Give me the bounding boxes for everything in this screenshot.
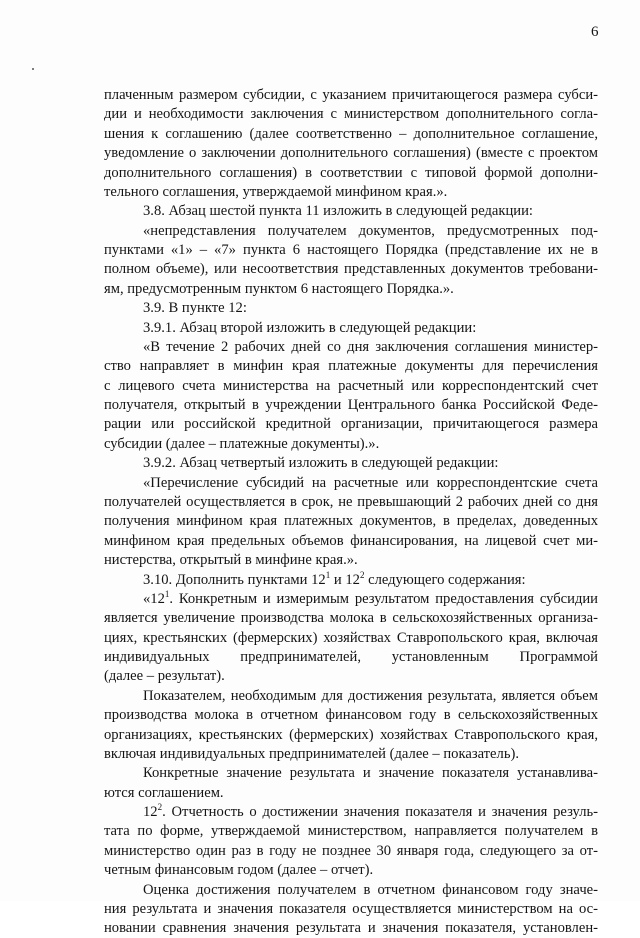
text-line: дии и необходимости заключения с министерством дополнительного согла-	[104, 106, 598, 123]
page-number: 6	[591, 24, 599, 40]
text-line: 3.9.2. Абзац четвертый изложить в следующей редакции:	[143, 455, 499, 472]
text-line: $12^2$. Отчетность о достижении значения показателя и значения резуль-	[143, 802, 598, 821]
text-line: с лицевого счета министерства на расчетный или корреспондентский счет	[104, 377, 598, 394]
text-line: получателей осуществляется в срок, не превышающий 2 рабочих дней со дня	[104, 493, 598, 510]
text-line: Оценка достижения получателем в отчетном финансовом году значе-	[143, 881, 598, 898]
text-line: Показателем, необходимым для достижения результата, является объем	[143, 687, 598, 704]
text-line: ются соглашением.	[104, 784, 224, 801]
text-line: «$12^1$. Конкретным и измеримым результатом предоставления субсидии	[143, 588, 598, 607]
text-line: получателя, открытый в учреждении Центрального банка Российской Феде-	[104, 397, 598, 414]
text-line: индивидуальных предпринимателей, установленным Программой	[104, 649, 598, 666]
text-line: «непредставления получателем документов, предусмотренных под-	[143, 222, 598, 239]
text-line: производства молока в отчетном финансовом году в сельскохозяйственных	[104, 707, 598, 724]
text-line: (далее – результат).	[104, 668, 225, 685]
text-line: ство направляет в минфин края платежные документы для перечисления	[104, 358, 598, 375]
text-line: 3.8. Абзац шестой пункта 11 изложить в следующей редакции:	[143, 203, 533, 220]
text-line: 3.9. В пункте 12:	[143, 300, 247, 317]
text-line: плаченным размером субсидии, с указанием причитающегося размера субси-	[104, 87, 598, 103]
text-line: полном объеме), или несоответствия представленных документов требовани-	[104, 261, 598, 278]
text-line: включая индивидуальных предпринимателей (далее – показатель).	[104, 745, 519, 762]
text-line: получения минфином края платежных документов, в пределах, доведенных	[104, 513, 598, 530]
text-line: 3.10. Дополнить пунктами $12^1$ и $12^2$ следующего содержания:	[143, 569, 526, 588]
text-line: организациях, крестьянских (фермерских) хозяйствах Ставропольского края,	[104, 726, 598, 743]
text-line: шения к соглашению (далее соответственно – дополнительное соглашение,	[104, 125, 598, 142]
text-line: 3.9.1. Абзац второй изложить в следующей редакции:	[143, 319, 477, 336]
text-line: пунктами «1» – «7» пункта 6 настоящего Порядка (представление их не в	[104, 242, 598, 259]
text-line: дополнительного соглашения) в соответствии с типовой формой дополни-	[104, 164, 598, 181]
text-line: рации или российской кредитной организации, причитающегося размера	[104, 416, 598, 433]
text-line: «Перечисление субсидий на расчетные или корреспондентские счета	[143, 474, 598, 491]
text-line: четным финансовым годом (далее – отчет).	[104, 862, 374, 879]
text-line: является увеличение производства молока в сельскохозяйственных организа-	[104, 610, 598, 627]
text-line: субсидии (далее – платежные документы).».	[104, 435, 380, 452]
text-line: новании сравнения значения результата и значения показателя, установлен-	[104, 920, 598, 937]
text-line: уведомление о заключении дополнительного соглашения) (вместе с проектом	[104, 145, 598, 162]
text-line: ния результата и значения показателя осуществляется министерством на ос-	[104, 900, 598, 917]
text-line: минфином края предельных объемов финансирования, на лицевой счет ми-	[104, 532, 598, 549]
text-line: ям, предусмотренным пунктом 6 настоящего Порядка.».	[104, 280, 454, 297]
text-line: тата по форме, утверждаемой министерством, направляется получателем в	[104, 823, 598, 840]
text-line: циях, крестьянских (фермерских) хозяйствах Ставропольского края, включая	[104, 629, 598, 646]
text-line: нистерства, открытый в минфине края.».	[104, 552, 358, 569]
text-line: «В течение 2 рабочих дней со дня заключения соглашения министер-	[143, 338, 598, 355]
text-line: министерство один раз в году не позднее 30 января года, следующего за от-	[104, 842, 598, 859]
text-line: Конкретные значение результата и значение показателя устанавлива-	[143, 765, 598, 782]
scan-speck	[32, 68, 34, 70]
text-line: тельного соглашения, утверждаемой минфином края.».	[104, 183, 448, 200]
